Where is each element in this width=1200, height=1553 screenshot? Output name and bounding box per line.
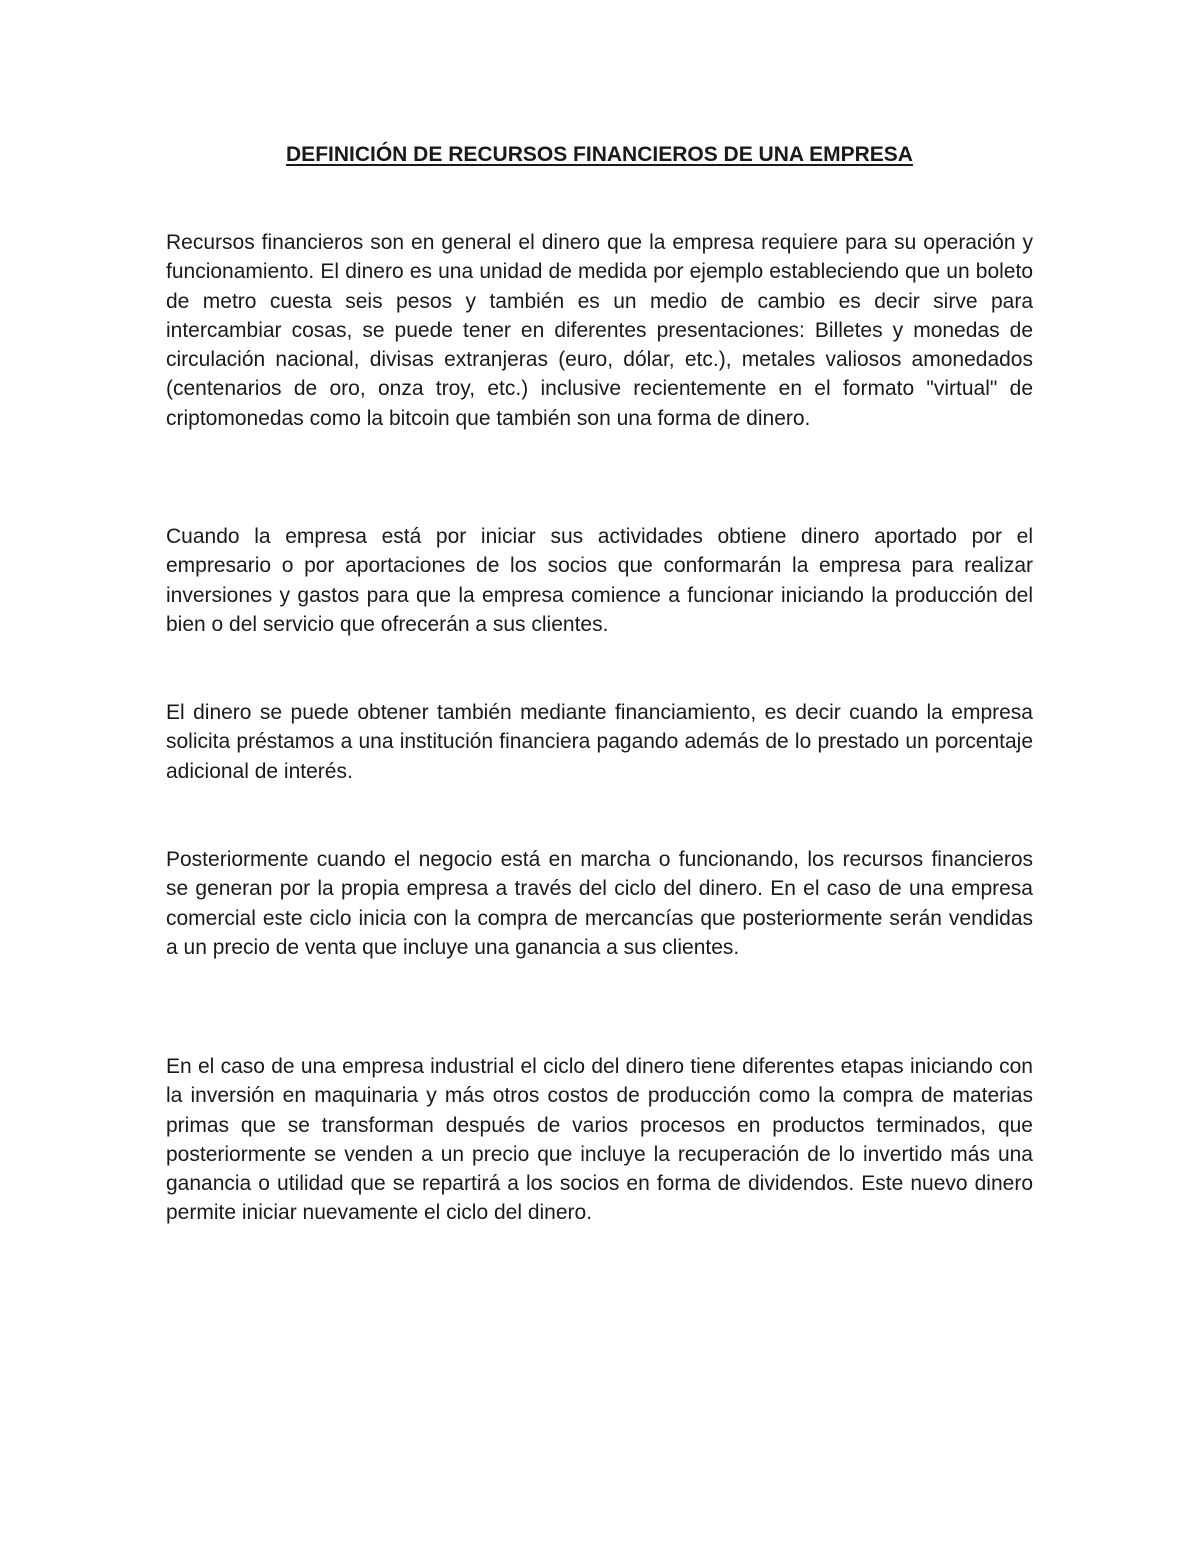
paragraph-4: Posteriormente cuando el negocio está en marcha o funcionando, los recursos financieros se generan por la propia empresa a través del ciclo del dinero. En el caso de una empresa comercial este ciclo inicia con la compra de mercancías que posteriormente serán vendidas a un precio de venta que incluye una ganancia a sus clientes. bbox=[166, 848, 1033, 959]
paragraph-5: En el caso de una empresa industrial el ciclo del dinero tiene diferentes etapas iniciando con la inversión en maquinaria y más otros costos de producción como la compra de materias primas que se transforman después de varios procesos en productos terminados, que posteriormente se venden a un precio que incluye la recuperación de lo invertido más una ganancia o utilidad que se repartirá a los socios en forma de dividendos. Este nuevo dinero permite iniciar nuevamente el ciclo del dinero. bbox=[166, 1055, 1033, 1225]
paragraph-1: Recursos financieros son en general el dinero que la empresa requiere para su operación y funcionamiento. El dinero es una unidad de medida por ejemplo estableciendo que un boleto de metro cuesta seis pesos y también es un medio de cambio es decir sirve para intercambiar cosas, se puede tener en diferentes presentaciones: Billetes y monedas de circulación nacional, divisas extranjeras (euro, dólar, etc.), metales valiosos amonedados (centenarios de oro, onza troy, etc.) inclusive recientemente en el formato "virtual" de criptomonedas como la bitcoin que también son una forma de dinero. bbox=[166, 231, 1033, 430]
document-title: DEFINICIÓN DE RECURSOS FINANCIEROS DE UNA EMPRESA bbox=[286, 143, 913, 166]
paragraph-3: El dinero se puede obtener también mediante financiamiento, es decir cuando la empresa solicita préstamos a una institución financiera pagando además de lo prestado un porcentaje adicional de interés. bbox=[166, 701, 1033, 783]
paragraph-2: Cuando la empresa está por iniciar sus actividades obtiene dinero aportado por el empresario o por aportaciones de los socios que conformarán la empresa para realizar inversiones y gastos para que la empresa comience a funcionar iniciando la producción del bien o del servicio que ofrecerán a sus clientes. bbox=[166, 525, 1033, 636]
